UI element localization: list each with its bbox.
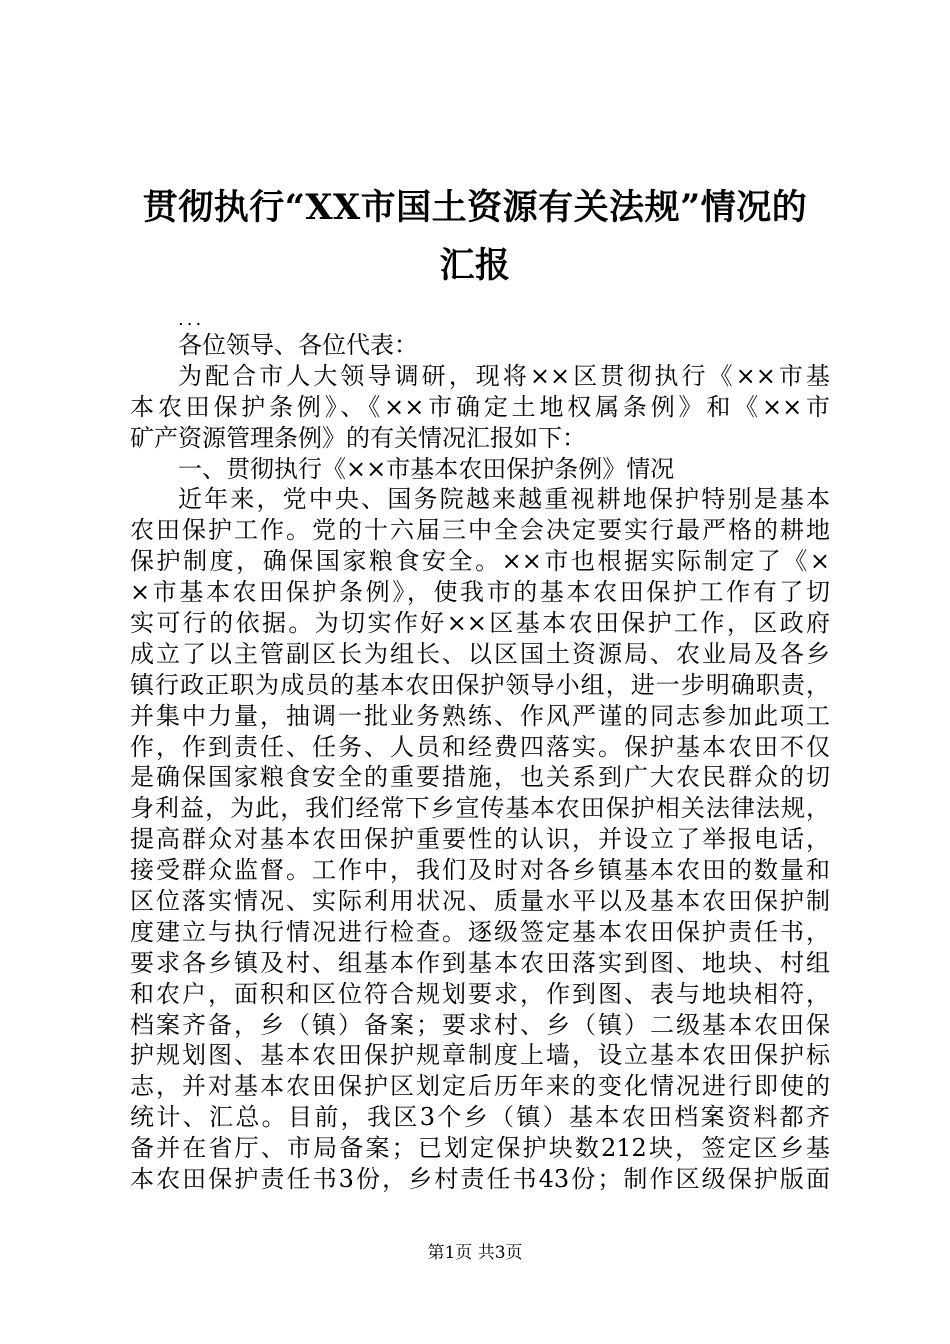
body-line: 本农田保护条例》、《××市确定土地权属条例》和《××市 xyxy=(130,392,830,421)
page-footer: 第1页 共3页 xyxy=(427,1243,523,1263)
body-line: 区位落实情况、实际利用状况、质量水平以及基本农田保护制 xyxy=(130,887,830,916)
body-line: 农田保护工作。党的十六届三中全会决定要实行最严格的耕地 xyxy=(130,516,830,545)
document-body xyxy=(130,310,830,1195)
body-line: 要求各乡镇及村、组基本作到基本农田落实到图、地块、村组 xyxy=(130,948,830,977)
body-line: 档案齐备，乡（镇）备案；要求村、乡（镇）二级基本农田保 xyxy=(130,1010,830,1039)
body-line: 备并在省厅、市局备案；已划定保护块数212块，签定区乡基 xyxy=(130,1134,830,1163)
document-title-line-1: 贯彻执行“XX市国土资源有关法规”情况的 xyxy=(142,187,808,228)
body-line: 提高群众对基本农田保护重要性的认识，并设立了举报电话， xyxy=(130,825,830,854)
body-line: 作，作到责任、任务、人员和经费四落实。保护基本农田不仅 xyxy=(130,732,830,761)
body-line: 护规划图、基本农田保护规章制度上墙，设立基本农田保护标 xyxy=(130,1041,830,1070)
body-line: 矿产资源管理条例》的有关情况汇报如下： xyxy=(130,423,586,452)
body-line: 实可行的依据。为切实作好××区基本农田保护工作，区政府 xyxy=(130,609,830,638)
section-heading: 一、贯彻执行《××市基本农田保护条例》情况 xyxy=(178,454,675,483)
ellipsis-mark: ... xyxy=(178,309,205,330)
body-line: 是确保国家粮食安全的重要措施，也关系到广大农民群众的切 xyxy=(130,763,830,792)
body-line: 并集中力量，抽调一批业务熟练、作风严谨的同志参加此项工 xyxy=(130,701,830,730)
body-line: 为配合市人大领导调研，现将××区贯彻执行《××市基 xyxy=(178,361,830,390)
body-line: ×市基本农田保护条例》，使我市的基本农田保护工作有了切 xyxy=(130,578,830,607)
body-line: 统计、汇总。目前，我区3个乡（镇）基本农田档案资料都齐 xyxy=(130,1103,830,1132)
body-line: 本农田保护责任书3份，乡村责任书43份；制作区级保护版面 xyxy=(130,1165,830,1194)
body-line: 成立了以主管副区长为组长、以区国土资源局、农业局及各乡 xyxy=(130,639,830,668)
body-line: 身利益，为此，我们经常下乡宣传基本农田保护相关法律法规， xyxy=(130,794,830,823)
body-line: 保护制度，确保国家粮食安全。××市也根据实际制定了《× xyxy=(130,547,830,576)
body-line: 接受群众监督。工作中，我们及时对各乡镇基本农田的数量和 xyxy=(130,856,830,885)
body-line: 近年来，党中央、国务院越来越重视耕地保护特别是基本 xyxy=(178,485,830,514)
body-line: 和农户，面积和区位符合规划要求，作到图、表与地块相符， xyxy=(130,979,830,1008)
document-title-line-2: 汇报 xyxy=(439,245,511,286)
body-line: 镇行政正职为成员的基本农田保护领导小组，进一步明确职责， xyxy=(130,670,830,699)
body-line: 志，并对基本农田保护区划定后历年来的变化情况进行即使的 xyxy=(130,1072,830,1101)
body-line: 度建立与执行情况进行检查。逐级签定基本农田保护责任书， xyxy=(130,917,830,946)
salutation: 各位领导、各位代表： xyxy=(178,331,418,359)
